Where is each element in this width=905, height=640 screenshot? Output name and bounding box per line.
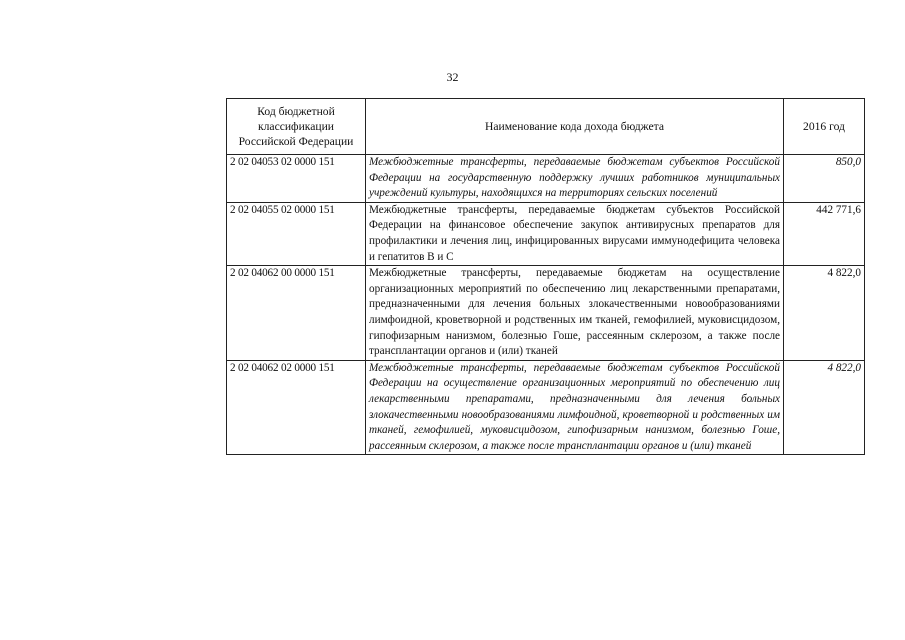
row-code: 2 02 04055 02 0000 151 bbox=[227, 202, 366, 265]
header-name: Наименование кода дохода бюджета bbox=[366, 99, 784, 155]
row-amount: 4 822,0 bbox=[784, 266, 865, 361]
row-amount: 4 822,0 bbox=[784, 360, 865, 455]
table-row bbox=[227, 202, 865, 265]
table-row bbox=[227, 360, 865, 455]
row-name: Межбюджетные трансферты, передаваемые бюджетам субъектов Российской Федерации на осуществление организационных мероприятий по обеспечению лиц лекарственными препаратами, предназначенными для лечения больных злокачественными новообразованиями лимфоидной, кроветворной и родственных им тканей, гемофилией, муковисцидозом, гипофизарным нанизмом, болезнью Гоше, рассеянным склерозом, а также после трансплантации органов и (или) тканей bbox=[366, 360, 784, 455]
table-row bbox=[227, 266, 865, 361]
row-name: Межбюджетные трансферты, передаваемые бюджетам субъектов Российской Федерации на финансовое обеспечение закупок антивирусных препаратов для профилактики и лечения лиц, инфицированных вирусами иммунодефицита человека и гепатитов В и С bbox=[366, 202, 784, 265]
page-number: 32 bbox=[446, 70, 459, 84]
budget-income-table bbox=[226, 98, 865, 455]
row-code: 2 02 04053 02 0000 151 bbox=[227, 155, 366, 203]
row-name: Межбюджетные трансферты, передаваемые бюджетам на осуществление организационных мероприятий по обеспечению лиц лекарственными препаратами, предназначенными для лечения больных злокачественными новообразованиями лимфоидной, кроветворной и родственных им тканей, гемофилией, муковисцидозом, гипофизарным нанизмом, болезнью Гоше, рассеянным склерозом, а также после трансплантации органов и (или) тканей bbox=[366, 266, 784, 361]
table-header-row bbox=[227, 99, 865, 155]
row-code: 2 02 04062 00 0000 151 bbox=[227, 266, 366, 361]
header-year: 2016 год bbox=[784, 99, 865, 155]
header-code: Код бюджетной классификации Российской Федерации bbox=[227, 99, 366, 155]
row-name: Межбюджетные трансферты, передаваемые бюджетам субъектов Российской Федерации на государственную поддержку лучших работников муниципальных учреждений культуры, находящихся на территориях сельских поселений bbox=[366, 155, 784, 203]
row-code: 2 02 04062 02 0000 151 bbox=[227, 360, 366, 455]
table-row bbox=[227, 155, 865, 203]
row-amount: 442 771,6 bbox=[784, 202, 865, 265]
row-amount: 850,0 bbox=[784, 155, 865, 203]
